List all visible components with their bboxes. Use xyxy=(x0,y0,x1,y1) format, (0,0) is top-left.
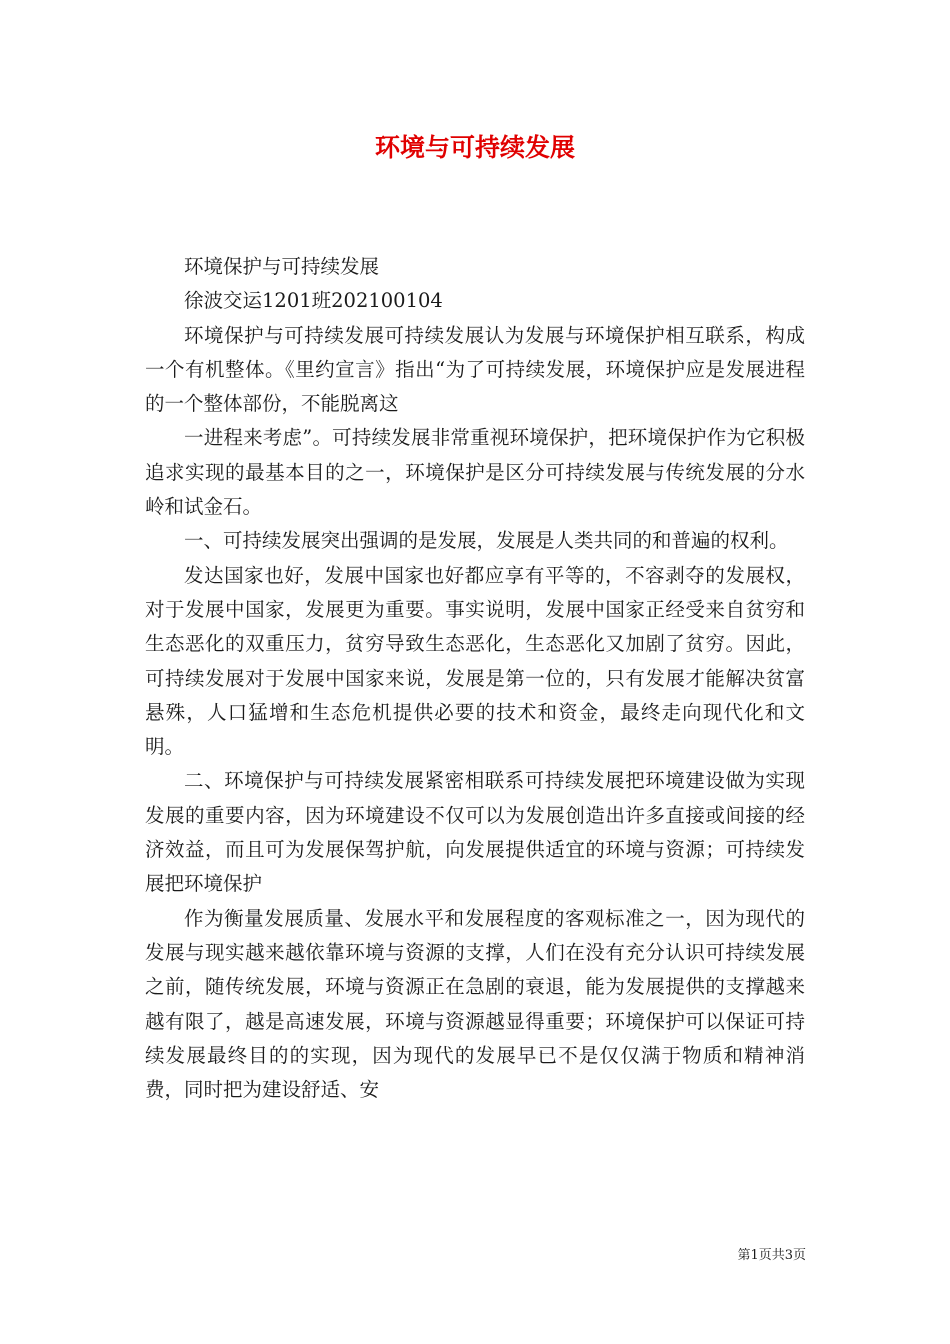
page-title: 环境与可持续发展 xyxy=(374,133,575,162)
paragraph-development-rights: 发达国家也好，发展中国家也好都应享有平等的，不容剥夺的发展权，对于发展中国家，发展更为重要。事实说明，发展中国家正经受来自贫穷和生态恶化的双重压力，贫穷导致生态恶化，生态恶化又加剧了贫穷。因此，可持续发展对于发展中国家来说，发展是第一位的，只有发展才能解决贫富悬殊，人口猛增和生态危机提供必要的技术和资金，最终走向现代化和文明。 xyxy=(145,563,805,759)
paragraph-subtitle: 环境保护与可持续发展 xyxy=(184,255,380,278)
paragraph-author: 徐波交运1201班202100104 xyxy=(184,289,443,313)
paragraph-section-one: 一、可持续发展突出强调的是发展，发展是人类共同的和普遍的权利。 xyxy=(184,529,789,553)
paragraph-standard: 作为衡量发展质量、发展水平和发展程度的客观标准之一，因为现代的发展与现实越来越依靠环境与资源的支撑，人们在没有充分认识可持续发展之前，随传统发展，环境与资源正在急剧的衰退，能为发展提供的支撑越来越有限了，越是高速发展，环境与资源越显得重要；环境保护可以保证可持续发展最终目的的实现，因为现代的发展早已不是仅仅满于物质和精神消费，同时把为建设舒适、安 xyxy=(145,906,805,1102)
paragraph-intro: 环境保护与可持续发展可持续发展认为发展与环境保护相互联系，构成一个有机整体。《里约宣言》指出“为了可持续发展，环境保护应是发展进程的一个整体部份，不能脱离这 xyxy=(145,323,805,416)
paragraph-intro-continued: 一进程来考虑”。可持续发展非常重视环境保护，把环境保护作为它积极追求实现的最基本目的之一，环境保护是区分可持续发展与传统发展的分水岭和试金石。 xyxy=(145,426,805,519)
page-number: 第1页共3页 xyxy=(737,1248,806,1263)
document-body xyxy=(145,250,805,1107)
paragraph-section-two: 二、环境保护与可持续发展紧密相联系可持续发展把环境建设做为实现发展的重要内容，因为环境建设不仅可以为发展创造出许多直接或间接的经济效益，而且可为发展保驾护航，向发展提供适宜的环境与资源；可持续发展把环境保护 xyxy=(145,769,805,896)
